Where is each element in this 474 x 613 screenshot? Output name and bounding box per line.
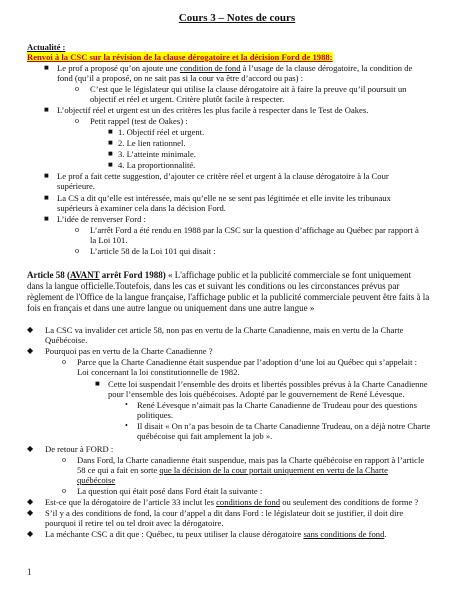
text-line: supérieurs à examiner cela dans la décision Ford. — [57, 203, 226, 213]
text-line: De retour à FORD : — [45, 444, 114, 454]
bullet-icon: ■ — [44, 193, 49, 202]
article-58-line: Article 58 (AVANT arrêt Ford 1988) « L'affichage public et la publicité commerciale se font uniquement — [27, 270, 412, 280]
renvoi-heading: Renvoi à la CSC sur la révision de la clause dérogatoire et la décision Ford de 1988: — [27, 52, 333, 62]
bullet-icon: • — [125, 421, 128, 430]
bullet-icon: ◆ — [27, 508, 34, 517]
text-line: québécoise — [77, 475, 116, 485]
bullet-icon: ■ — [108, 149, 113, 158]
text-line: L’arrêt Ford a été rendu en 1988 par la CSC sur la question d’affichage au Québec par rapport à — [90, 225, 419, 235]
text-line: Le prof a proposé qu’on ajoute une condition de fond à l’usage de la clause dérogatoire, la condition de — [57, 63, 413, 73]
circle-bullet-icon: o — [75, 116, 79, 125]
text-line: Est-ce que la dérogatoire de l’article 33 inclut les conditions de fond ou seulement des conditions de forme ? — [45, 497, 419, 507]
text-line: objectif et réel et urgent. Critère plutôt facile à respecter. — [90, 94, 285, 104]
text-line: Loi concernant la loi constitutionnelle de 1982. — [77, 367, 240, 377]
text-line: René Lévesque n’aimait pas la Charte Canadienne de Trudeau pour des questions — [137, 400, 417, 410]
circle-bullet-icon: o — [75, 246, 79, 255]
text-line: Pourquoi pas en vertu de la Charte Canadienne ? — [45, 346, 213, 356]
text-line: S’il y a des conditions de fond, la cour d’appel a dit dans Ford : le législateur doit se justifier, il doit dire — [45, 508, 404, 518]
bullet-icon: • — [125, 400, 128, 409]
circle-bullet-icon: o — [62, 455, 66, 464]
article-58-line: fois en français et dans une autre langue ou uniquement dans une autre langue » — [27, 303, 315, 313]
text-line: La question qui était posé dans Ford était la suivante : — [77, 486, 263, 496]
bullet-icon: ◆ — [27, 346, 34, 355]
bullet-icon: ■ — [108, 127, 113, 136]
underlined-term: condition de fond — [179, 63, 241, 73]
circle-bullet-icon: o — [75, 84, 79, 93]
bullet-icon: ■ — [44, 214, 49, 223]
article-58-line: règlement de l'Office de la langue française, l'affichage public et la publicité commerciale peuvent être faits à la — [27, 292, 430, 302]
text-line: Il disait « On n’a pas besoin de ta Charte Canadienne Trudeau, on a déjà notre Charte — [137, 421, 431, 431]
bullet-icon: ■ — [44, 105, 49, 114]
text-line: La CS a dit qu’elle est intéressée, mais qu’elle ne se sent pas légitimée et elle invite les tribunaux — [57, 193, 391, 203]
text-line: Québécoise. — [45, 335, 88, 345]
bullet-icon: ◆ — [27, 325, 34, 334]
circle-bullet-icon: o — [75, 225, 79, 234]
text-line: fond (qu’il a proposé, on ne sait pas si la cour va être d’accord ou pas) : — [57, 73, 304, 83]
oakes-item: 4. La proportionnalité. — [118, 160, 196, 170]
oakes-item: 2. Le lien rationnel. — [118, 138, 186, 148]
text-line: Parce que la Charte Canadienne était suspendue par l’adoption d’une loi au Québec qui s’appelait : — [77, 357, 418, 367]
text-line: L’idée de renverser Ford : — [57, 214, 146, 224]
text-line: Dans Ford, la Charte canadienne était suspendue, mais pas la Charte québécoise en rapport à l’article — [77, 455, 425, 465]
text-line: la Loi 101. — [90, 235, 128, 245]
page-number: 1 — [27, 567, 32, 577]
underlined-term: que la décision de la cour portait uniquement en vertu de la Charte — [159, 465, 388, 475]
text-line: supérieure. — [57, 181, 95, 191]
underlined-term: sans conditions de fond — [303, 529, 385, 539]
actualite-heading: Actualité : — [27, 42, 66, 52]
bullet-icon: ■ — [44, 63, 49, 72]
bullet-icon: ■ — [44, 171, 49, 180]
bullet-icon: ■ — [95, 379, 100, 388]
text-line: Petit rappel (test de Oakes) : — [90, 116, 188, 126]
text-line: La CSC va invalider cet article 58, non pas en vertu de la Charte Canadienne, mais en vertu de la Charte — [45, 325, 404, 335]
bullet-icon: ◆ — [27, 529, 34, 538]
text-line: 58 ce qui a fait en sorte que la décision de la cour portait uniquement en vertu de la Charte — [77, 465, 388, 475]
text-line: québécoise qui fait amplement la job ». — [137, 431, 273, 441]
page-title: Cours 3 – Notes de cours — [178, 12, 296, 24]
circle-bullet-icon: o — [62, 486, 66, 495]
text-line: pour l’ensemble des lois québécoises. Adopté par le gouvernement de René Lévesque. — [108, 389, 405, 399]
text-line: Cette loi suspendait l’ensemble des droits et libertés possibles prévus à la Charte Canadienne — [108, 379, 428, 389]
text-line: politiques. — [137, 410, 174, 420]
oakes-item: 3. L’atteinte minimale. — [118, 149, 196, 159]
bullet-icon: ◆ — [27, 444, 34, 453]
article-58-line: dans la langue officielle.Toutefois, dans les cas et suivant les conditions ou les circonstances prévus par — [27, 281, 400, 291]
text-line: La méchante CSC a dit que : Québec, tu peux utiliser la clause dérogatoire sans conditions de fond. — [45, 529, 387, 539]
text-line: C’est que le législateur qui utilise la clause dérogatoire ait à faire la preuve qu’il poursuit un — [90, 84, 407, 94]
text-line: L’article 58 de la Loi 101 qui disait : — [90, 246, 216, 256]
circle-bullet-icon: o — [62, 357, 66, 366]
underlined-term: conditions de fond — [216, 497, 281, 507]
text-line: Le prof a fait cette suggestion, d’ajouter ce critère réel et urgent à la clause dérogatoire à la Cour — [57, 171, 389, 181]
oakes-item: 1. Objectif réel et urgent. — [118, 127, 205, 137]
bullet-icon: ■ — [108, 160, 113, 169]
bullet-icon: ■ — [108, 138, 113, 147]
bullet-icon: ◆ — [27, 497, 34, 506]
text-line: pourquoi il retire tel ou tel droit avec la dérogatoire. — [45, 518, 224, 528]
text-line: L’objectif réel et urgent est un des critères les plus facile à respecter dans le Test de Oakes. — [57, 105, 369, 115]
